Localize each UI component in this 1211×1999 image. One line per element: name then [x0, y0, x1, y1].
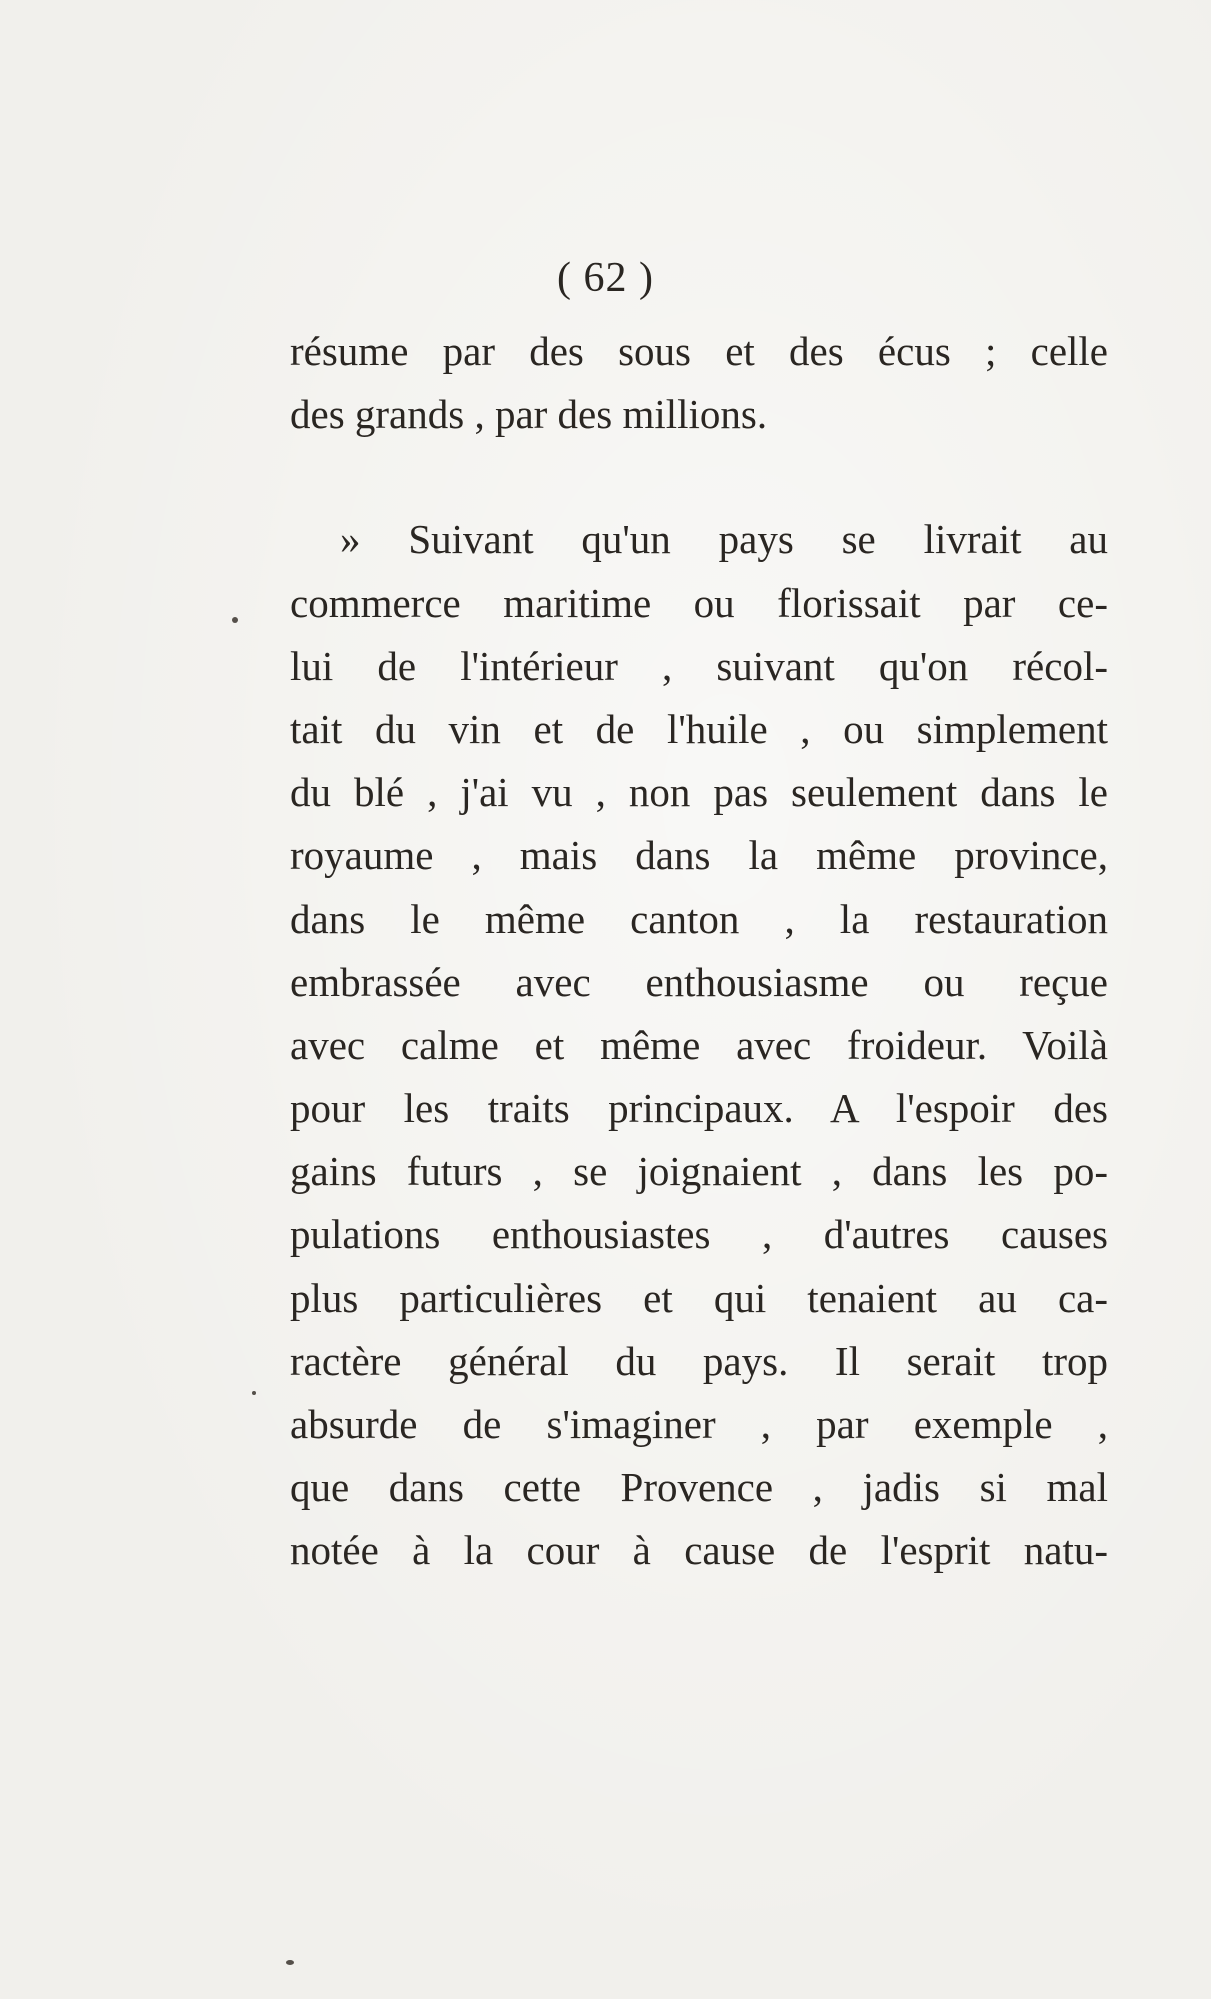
- text-line: des grands , par des millions.: [290, 391, 768, 438]
- text-line: gains futurs , se joignaient , dans les po-: [290, 1148, 1108, 1195]
- text-line: » Suivant qu'un pays se livrait au: [340, 516, 1108, 563]
- text-line: commerce maritime ou florissait par ce-: [290, 579, 1108, 626]
- text-line: embrassée avec enthousiasme ou reçue: [290, 958, 1108, 1005]
- stray-ink-dot: [232, 617, 238, 623]
- stray-ink-dot: [286, 1960, 294, 1965]
- text-line: dans le même canton , la restauration: [290, 895, 1108, 942]
- text-line: ractère général du pays. Il serait trop: [290, 1337, 1108, 1384]
- text-line: lui de l'intérieur , suivant qu'on récol-: [290, 642, 1108, 689]
- text-line: pour les traits principaux. A l'espoir des: [290, 1085, 1108, 1132]
- text-line: royaume , mais dans la même province,: [290, 832, 1108, 879]
- body-text: [290, 320, 1108, 1583]
- text-line: notée à la cour à cause de l'esprit natu-: [290, 1527, 1108, 1574]
- paragraph-gap: [290, 446, 1108, 508]
- text-line: tait du vin et de l'huile , ou simplement: [290, 705, 1108, 752]
- text-line: que dans cette Provence , jadis si mal: [290, 1464, 1108, 1511]
- text-line: absurde de s'imaginer , par exemple ,: [290, 1401, 1108, 1447]
- text-line: résume par des sous et des écus ; celle: [290, 328, 1108, 374]
- text-line: pulations enthousiastes , d'autres causes: [290, 1211, 1108, 1258]
- text-line: du blé , j'ai vu , non pas seulement dans le: [290, 769, 1108, 816]
- text-line: plus particulières et qui tenaient au ca-: [290, 1274, 1108, 1321]
- stray-ink-dot: [252, 1391, 256, 1395]
- text-line: avec calme et même avec froideur. Voilà: [290, 1021, 1108, 1068]
- page-number-header: ( 62 ): [557, 255, 654, 301]
